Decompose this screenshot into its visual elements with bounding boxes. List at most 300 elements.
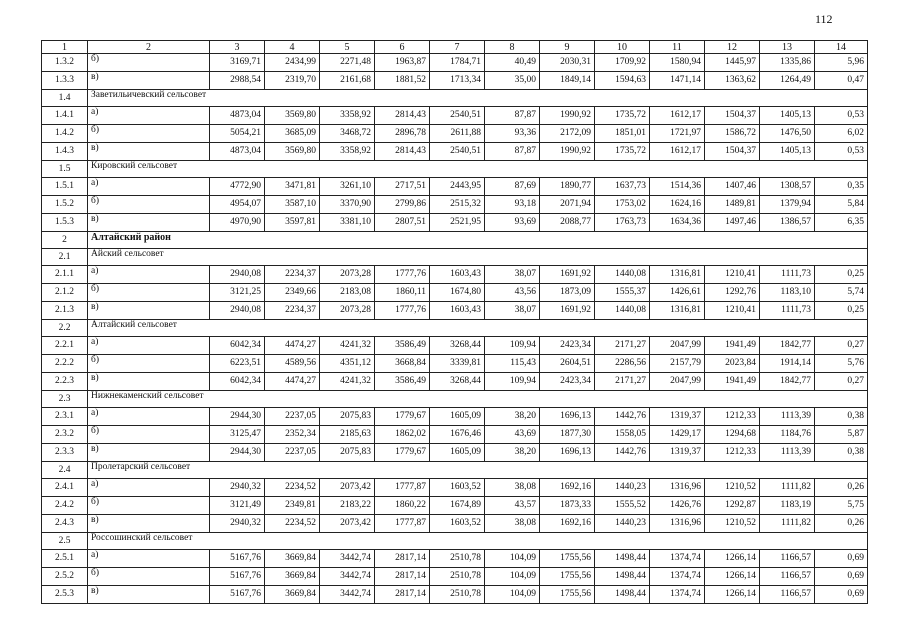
header-cell: 6 xyxy=(375,41,430,54)
value-cell: 1890,77 xyxy=(540,178,595,196)
section-label: Россошинский сельсовет xyxy=(88,533,868,550)
value-cell: 4589,56 xyxy=(265,355,320,373)
table-row xyxy=(42,214,868,232)
row-code: 2.2 xyxy=(42,320,88,337)
value-cell: 1881,52 xyxy=(375,72,430,90)
value-cell: 2521,95 xyxy=(430,214,485,232)
value-cell: 1605,09 xyxy=(430,444,485,462)
value-cell: 1555,37 xyxy=(595,284,650,302)
value-cell: 2540,51 xyxy=(430,143,485,161)
row-option: в) xyxy=(88,586,210,604)
value-cell: 1842,77 xyxy=(760,373,815,391)
value-cell: 3468,72 xyxy=(320,125,375,143)
section-row xyxy=(42,161,868,178)
row-code: 1.4.2 xyxy=(42,125,88,143)
row-code: 2.2.3 xyxy=(42,373,88,391)
value-cell: 1319,37 xyxy=(650,444,705,462)
value-cell: 1603,52 xyxy=(430,479,485,497)
value-cell: 2814,43 xyxy=(375,107,430,125)
table-row xyxy=(42,337,868,355)
table-row xyxy=(42,125,868,143)
value-cell: 5054,21 xyxy=(210,125,265,143)
value-cell: 2944,30 xyxy=(210,408,265,426)
value-cell: 1210,52 xyxy=(705,479,760,497)
header-row xyxy=(42,41,868,54)
value-cell: 3370,90 xyxy=(320,196,375,214)
section-row xyxy=(42,533,868,550)
value-cell: 0,47 xyxy=(815,72,868,90)
value-cell: 2023,84 xyxy=(705,355,760,373)
value-cell: 1111,73 xyxy=(760,302,815,320)
value-cell: 109,94 xyxy=(485,337,540,355)
value-cell: 1445,97 xyxy=(705,54,760,72)
table-row xyxy=(42,302,868,320)
row-option: б) xyxy=(88,284,210,302)
value-cell: 104,09 xyxy=(485,568,540,586)
value-cell: 1184,76 xyxy=(760,426,815,444)
section-label: Пролетарский сельсовет xyxy=(88,462,868,479)
value-cell: 2073,42 xyxy=(320,479,375,497)
value-cell: 5167,76 xyxy=(210,586,265,604)
value-cell: 1442,76 xyxy=(595,444,650,462)
value-cell: 1212,33 xyxy=(705,408,760,426)
value-cell: 1784,71 xyxy=(430,54,485,72)
value-cell: 1851,01 xyxy=(595,125,650,143)
value-cell: 38,07 xyxy=(485,302,540,320)
table-row xyxy=(42,444,868,462)
value-cell: 3597,81 xyxy=(265,214,320,232)
value-cell: 2075,83 xyxy=(320,444,375,462)
value-cell: 104,09 xyxy=(485,550,540,568)
value-cell: 4474,27 xyxy=(265,337,320,355)
value-cell: 1183,10 xyxy=(760,284,815,302)
value-cell: 2319,70 xyxy=(265,72,320,90)
value-cell: 1292,76 xyxy=(705,284,760,302)
value-cell: 1963,87 xyxy=(375,54,430,72)
value-cell: 1603,52 xyxy=(430,515,485,533)
value-cell: 1166,57 xyxy=(760,586,815,604)
value-cell: 2940,32 xyxy=(210,515,265,533)
value-cell: 1374,74 xyxy=(650,550,705,568)
value-cell: 1637,73 xyxy=(595,178,650,196)
value-cell: 2814,43 xyxy=(375,143,430,161)
row-code: 1.5.2 xyxy=(42,196,88,214)
value-cell: 2423,34 xyxy=(540,373,595,391)
value-cell: 1558,05 xyxy=(595,426,650,444)
value-cell: 1471,14 xyxy=(650,72,705,90)
value-cell: 1426,76 xyxy=(650,497,705,515)
header-cell: 4 xyxy=(265,41,320,54)
value-cell: 1777,87 xyxy=(375,479,430,497)
value-cell: 38,08 xyxy=(485,515,540,533)
value-cell: 1777,76 xyxy=(375,266,430,284)
value-cell: 1210,41 xyxy=(705,266,760,284)
row-code: 2.3.1 xyxy=(42,408,88,426)
value-cell: 1755,56 xyxy=(540,568,595,586)
value-cell: 87,69 xyxy=(485,178,540,196)
row-option: б) xyxy=(88,54,210,72)
value-cell: 87,87 xyxy=(485,107,540,125)
value-cell: 3569,80 xyxy=(265,143,320,161)
row-code: 2.4.3 xyxy=(42,515,88,533)
value-cell: 1316,96 xyxy=(650,515,705,533)
value-cell: 43,69 xyxy=(485,426,540,444)
value-cell: 5167,76 xyxy=(210,550,265,568)
value-cell: 1440,23 xyxy=(595,479,650,497)
value-cell: 3569,80 xyxy=(265,107,320,125)
value-cell: 2604,51 xyxy=(540,355,595,373)
value-cell: 1709,92 xyxy=(595,54,650,72)
value-cell: 1735,72 xyxy=(595,143,650,161)
value-cell: 1266,14 xyxy=(705,586,760,604)
value-cell: 1335,86 xyxy=(760,54,815,72)
value-cell: 1692,16 xyxy=(540,479,595,497)
row-code: 2.1.2 xyxy=(42,284,88,302)
row-option: б) xyxy=(88,568,210,586)
value-cell: 3169,71 xyxy=(210,54,265,72)
value-cell: 2817,14 xyxy=(375,550,430,568)
section-label: Нижнекаменский сельсовет xyxy=(88,391,868,408)
value-cell: 6,02 xyxy=(815,125,868,143)
header-cell: 12 xyxy=(705,41,760,54)
value-cell: 2157,79 xyxy=(650,355,705,373)
value-cell: 87,87 xyxy=(485,143,540,161)
value-cell: 2161,68 xyxy=(320,72,375,90)
value-cell: 93,69 xyxy=(485,214,540,232)
value-cell: 2434,99 xyxy=(265,54,320,72)
value-cell: 2352,34 xyxy=(265,426,320,444)
value-cell: 3669,84 xyxy=(265,586,320,604)
row-code: 2.2.2 xyxy=(42,355,88,373)
table-row xyxy=(42,515,868,533)
value-cell: 1498,44 xyxy=(595,568,650,586)
value-cell: 1696,13 xyxy=(540,408,595,426)
row-option: а) xyxy=(88,408,210,426)
value-cell: 3121,49 xyxy=(210,497,265,515)
value-cell: 1497,46 xyxy=(705,214,760,232)
value-cell: 93,18 xyxy=(485,196,540,214)
value-cell: 4351,12 xyxy=(320,355,375,373)
value-cell: 2171,27 xyxy=(595,373,650,391)
value-cell: 1721,97 xyxy=(650,125,705,143)
value-cell: 3586,49 xyxy=(375,337,430,355)
value-cell: 2799,86 xyxy=(375,196,430,214)
value-cell: 5,76 xyxy=(815,355,868,373)
value-cell: 3268,44 xyxy=(430,373,485,391)
value-cell: 4970,90 xyxy=(210,214,265,232)
value-cell: 2443,95 xyxy=(430,178,485,196)
value-cell: 1407,46 xyxy=(705,178,760,196)
value-cell: 1860,22 xyxy=(375,497,430,515)
row-code: 1.4 xyxy=(42,90,88,107)
value-cell: 3442,74 xyxy=(320,586,375,604)
header-cell: 8 xyxy=(485,41,540,54)
section-label: Алтайский район xyxy=(88,232,868,249)
value-cell: 2510,78 xyxy=(430,568,485,586)
value-cell: 1779,67 xyxy=(375,408,430,426)
value-cell: 1842,77 xyxy=(760,337,815,355)
row-option: в) xyxy=(88,72,210,90)
section-row xyxy=(42,90,868,107)
value-cell: 4873,04 xyxy=(210,107,265,125)
value-cell: 5,74 xyxy=(815,284,868,302)
row-option: б) xyxy=(88,196,210,214)
value-cell: 2349,66 xyxy=(265,284,320,302)
value-cell: 1374,74 xyxy=(650,568,705,586)
row-code: 2.3.2 xyxy=(42,426,88,444)
value-cell: 1111,82 xyxy=(760,515,815,533)
row-code: 2.3 xyxy=(42,391,88,408)
row-code: 2 xyxy=(42,232,88,249)
value-cell: 1777,76 xyxy=(375,302,430,320)
row-code: 1.4.3 xyxy=(42,143,88,161)
value-cell: 1860,11 xyxy=(375,284,430,302)
row-code: 2.5.2 xyxy=(42,568,88,586)
row-code: 2.4 xyxy=(42,462,88,479)
table-row xyxy=(42,284,868,302)
header-cell: 11 xyxy=(650,41,705,54)
tariff-table xyxy=(41,40,868,604)
value-cell: 6042,34 xyxy=(210,337,265,355)
value-cell: 38,20 xyxy=(485,408,540,426)
value-cell: 1676,46 xyxy=(430,426,485,444)
value-cell: 3586,49 xyxy=(375,373,430,391)
section-label: Кировский сельсовет xyxy=(88,161,868,178)
value-cell: 1405,13 xyxy=(760,143,815,161)
value-cell: 1442,76 xyxy=(595,408,650,426)
value-cell: 2271,48 xyxy=(320,54,375,72)
table-row xyxy=(42,54,868,72)
value-cell: 1113,39 xyxy=(760,444,815,462)
value-cell: 3268,44 xyxy=(430,337,485,355)
row-option: в) xyxy=(88,214,210,232)
value-cell: 3669,84 xyxy=(265,550,320,568)
table-row xyxy=(42,143,868,161)
value-cell: 1990,92 xyxy=(540,143,595,161)
value-cell: 1692,16 xyxy=(540,515,595,533)
row-option: в) xyxy=(88,515,210,533)
value-cell: 3442,74 xyxy=(320,568,375,586)
section-label: Заветильичевский сельсовет xyxy=(88,90,868,107)
value-cell: 5,96 xyxy=(815,54,868,72)
row-option: б) xyxy=(88,497,210,515)
value-cell: 0,53 xyxy=(815,107,868,125)
value-cell: 1862,02 xyxy=(375,426,430,444)
row-code: 1.5.1 xyxy=(42,178,88,196)
value-cell: 2717,51 xyxy=(375,178,430,196)
table-row xyxy=(42,107,868,125)
value-cell: 3471,81 xyxy=(265,178,320,196)
value-cell: 1753,02 xyxy=(595,196,650,214)
value-cell: 2237,05 xyxy=(265,408,320,426)
value-cell: 1379,94 xyxy=(760,196,815,214)
value-cell: 1316,81 xyxy=(650,302,705,320)
value-cell: 3668,84 xyxy=(375,355,430,373)
value-cell: 0,53 xyxy=(815,143,868,161)
row-code: 2.1.3 xyxy=(42,302,88,320)
value-cell: 1674,80 xyxy=(430,284,485,302)
row-code: 2.5 xyxy=(42,533,88,550)
value-cell: 0,38 xyxy=(815,444,868,462)
value-cell: 1440,08 xyxy=(595,302,650,320)
value-cell: 1605,09 xyxy=(430,408,485,426)
value-cell: 4241,32 xyxy=(320,337,375,355)
value-cell: 38,07 xyxy=(485,266,540,284)
header-cell: 7 xyxy=(430,41,485,54)
value-cell: 1691,92 xyxy=(540,302,595,320)
value-cell: 2237,05 xyxy=(265,444,320,462)
value-cell: 1612,17 xyxy=(650,107,705,125)
value-cell: 2349,81 xyxy=(265,497,320,515)
value-cell: 2988,54 xyxy=(210,72,265,90)
value-cell: 1624,16 xyxy=(650,196,705,214)
table-row xyxy=(42,196,868,214)
value-cell: 1755,56 xyxy=(540,586,595,604)
table-row xyxy=(42,178,868,196)
value-cell: 40,49 xyxy=(485,54,540,72)
value-cell: 115,43 xyxy=(485,355,540,373)
value-cell: 104,09 xyxy=(485,586,540,604)
value-cell: 2073,42 xyxy=(320,515,375,533)
header-cell: 10 xyxy=(595,41,650,54)
table-row xyxy=(42,497,868,515)
value-cell: 1308,57 xyxy=(760,178,815,196)
row-code: 2.4.2 xyxy=(42,497,88,515)
header-cell: 5 xyxy=(320,41,375,54)
row-code: 1.5 xyxy=(42,161,88,178)
value-cell: 2510,78 xyxy=(430,550,485,568)
value-cell: 3587,10 xyxy=(265,196,320,214)
value-cell: 4873,04 xyxy=(210,143,265,161)
value-cell: 2071,94 xyxy=(540,196,595,214)
value-cell: 6,35 xyxy=(815,214,868,232)
value-cell: 0,69 xyxy=(815,586,868,604)
value-cell: 5,75 xyxy=(815,497,868,515)
value-cell: 1266,14 xyxy=(705,568,760,586)
value-cell: 2185,63 xyxy=(320,426,375,444)
value-cell: 1166,57 xyxy=(760,550,815,568)
header-cell: 9 xyxy=(540,41,595,54)
value-cell: 2540,51 xyxy=(430,107,485,125)
value-cell: 6223,51 xyxy=(210,355,265,373)
value-cell: 4474,27 xyxy=(265,373,320,391)
value-cell: 1183,19 xyxy=(760,497,815,515)
value-cell: 0,38 xyxy=(815,408,868,426)
value-cell: 1316,81 xyxy=(650,266,705,284)
page-number: 112 xyxy=(815,12,833,26)
value-cell: 1713,34 xyxy=(430,72,485,90)
value-cell: 1266,14 xyxy=(705,550,760,568)
section-label: Айский сельсовет xyxy=(88,249,868,266)
value-cell: 2047,99 xyxy=(650,373,705,391)
header-cell: 13 xyxy=(760,41,815,54)
value-cell: 1476,50 xyxy=(760,125,815,143)
value-cell: 1405,13 xyxy=(760,107,815,125)
value-cell: 1113,39 xyxy=(760,408,815,426)
row-code: 2.1.1 xyxy=(42,266,88,284)
value-cell: 0,26 xyxy=(815,479,868,497)
value-cell: 0,69 xyxy=(815,568,868,586)
value-cell: 3669,84 xyxy=(265,568,320,586)
value-cell: 2047,99 xyxy=(650,337,705,355)
value-cell: 3358,92 xyxy=(320,143,375,161)
row-option: в) xyxy=(88,143,210,161)
value-cell: 0,69 xyxy=(815,550,868,568)
table-row xyxy=(42,568,868,586)
value-cell: 1498,44 xyxy=(595,586,650,604)
row-option: а) xyxy=(88,178,210,196)
row-code: 2.5.3 xyxy=(42,586,88,604)
value-cell: 1990,92 xyxy=(540,107,595,125)
section-label: Алтайский сельсовет xyxy=(88,320,868,337)
value-cell: 1849,14 xyxy=(540,72,595,90)
row-option: а) xyxy=(88,550,210,568)
value-cell: 2234,37 xyxy=(265,266,320,284)
value-cell: 38,08 xyxy=(485,479,540,497)
table-row xyxy=(42,373,868,391)
table-row xyxy=(42,408,868,426)
section-row xyxy=(42,249,868,266)
value-cell: 1594,63 xyxy=(595,72,650,90)
value-cell: 2940,08 xyxy=(210,302,265,320)
value-cell: 1514,36 xyxy=(650,178,705,196)
table-row xyxy=(42,479,868,497)
value-cell: 0,26 xyxy=(815,515,868,533)
value-cell: 2611,88 xyxy=(430,125,485,143)
row-code: 2.2.1 xyxy=(42,337,88,355)
value-cell: 2030,31 xyxy=(540,54,595,72)
value-cell: 3358,92 xyxy=(320,107,375,125)
value-cell: 1603,43 xyxy=(430,302,485,320)
value-cell: 1580,94 xyxy=(650,54,705,72)
value-cell: 2515,32 xyxy=(430,196,485,214)
value-cell: 4241,32 xyxy=(320,373,375,391)
value-cell: 4954,07 xyxy=(210,196,265,214)
value-cell: 1755,56 xyxy=(540,550,595,568)
row-option: а) xyxy=(88,107,210,125)
value-cell: 1873,09 xyxy=(540,284,595,302)
value-cell: 1363,62 xyxy=(705,72,760,90)
value-cell: 35,00 xyxy=(485,72,540,90)
value-cell: 3261,10 xyxy=(320,178,375,196)
value-cell: 2286,56 xyxy=(595,355,650,373)
value-cell: 2183,08 xyxy=(320,284,375,302)
table-body xyxy=(42,41,868,604)
row-option: б) xyxy=(88,125,210,143)
value-cell: 1873,33 xyxy=(540,497,595,515)
value-cell: 1586,72 xyxy=(705,125,760,143)
value-cell: 3685,09 xyxy=(265,125,320,143)
value-cell: 2817,14 xyxy=(375,568,430,586)
value-cell: 0,27 xyxy=(815,373,868,391)
row-option: в) xyxy=(88,302,210,320)
value-cell: 3381,10 xyxy=(320,214,375,232)
value-cell: 2817,14 xyxy=(375,586,430,604)
value-cell: 2075,83 xyxy=(320,408,375,426)
value-cell: 4772,90 xyxy=(210,178,265,196)
value-cell: 0,25 xyxy=(815,302,868,320)
value-cell: 1386,57 xyxy=(760,214,815,232)
value-cell: 5,84 xyxy=(815,196,868,214)
value-cell: 2896,78 xyxy=(375,125,430,143)
value-cell: 2423,34 xyxy=(540,337,595,355)
value-cell: 2807,51 xyxy=(375,214,430,232)
section-row xyxy=(42,391,868,408)
value-cell: 1763,73 xyxy=(595,214,650,232)
value-cell: 1319,37 xyxy=(650,408,705,426)
row-option: в) xyxy=(88,444,210,462)
value-cell: 1440,08 xyxy=(595,266,650,284)
